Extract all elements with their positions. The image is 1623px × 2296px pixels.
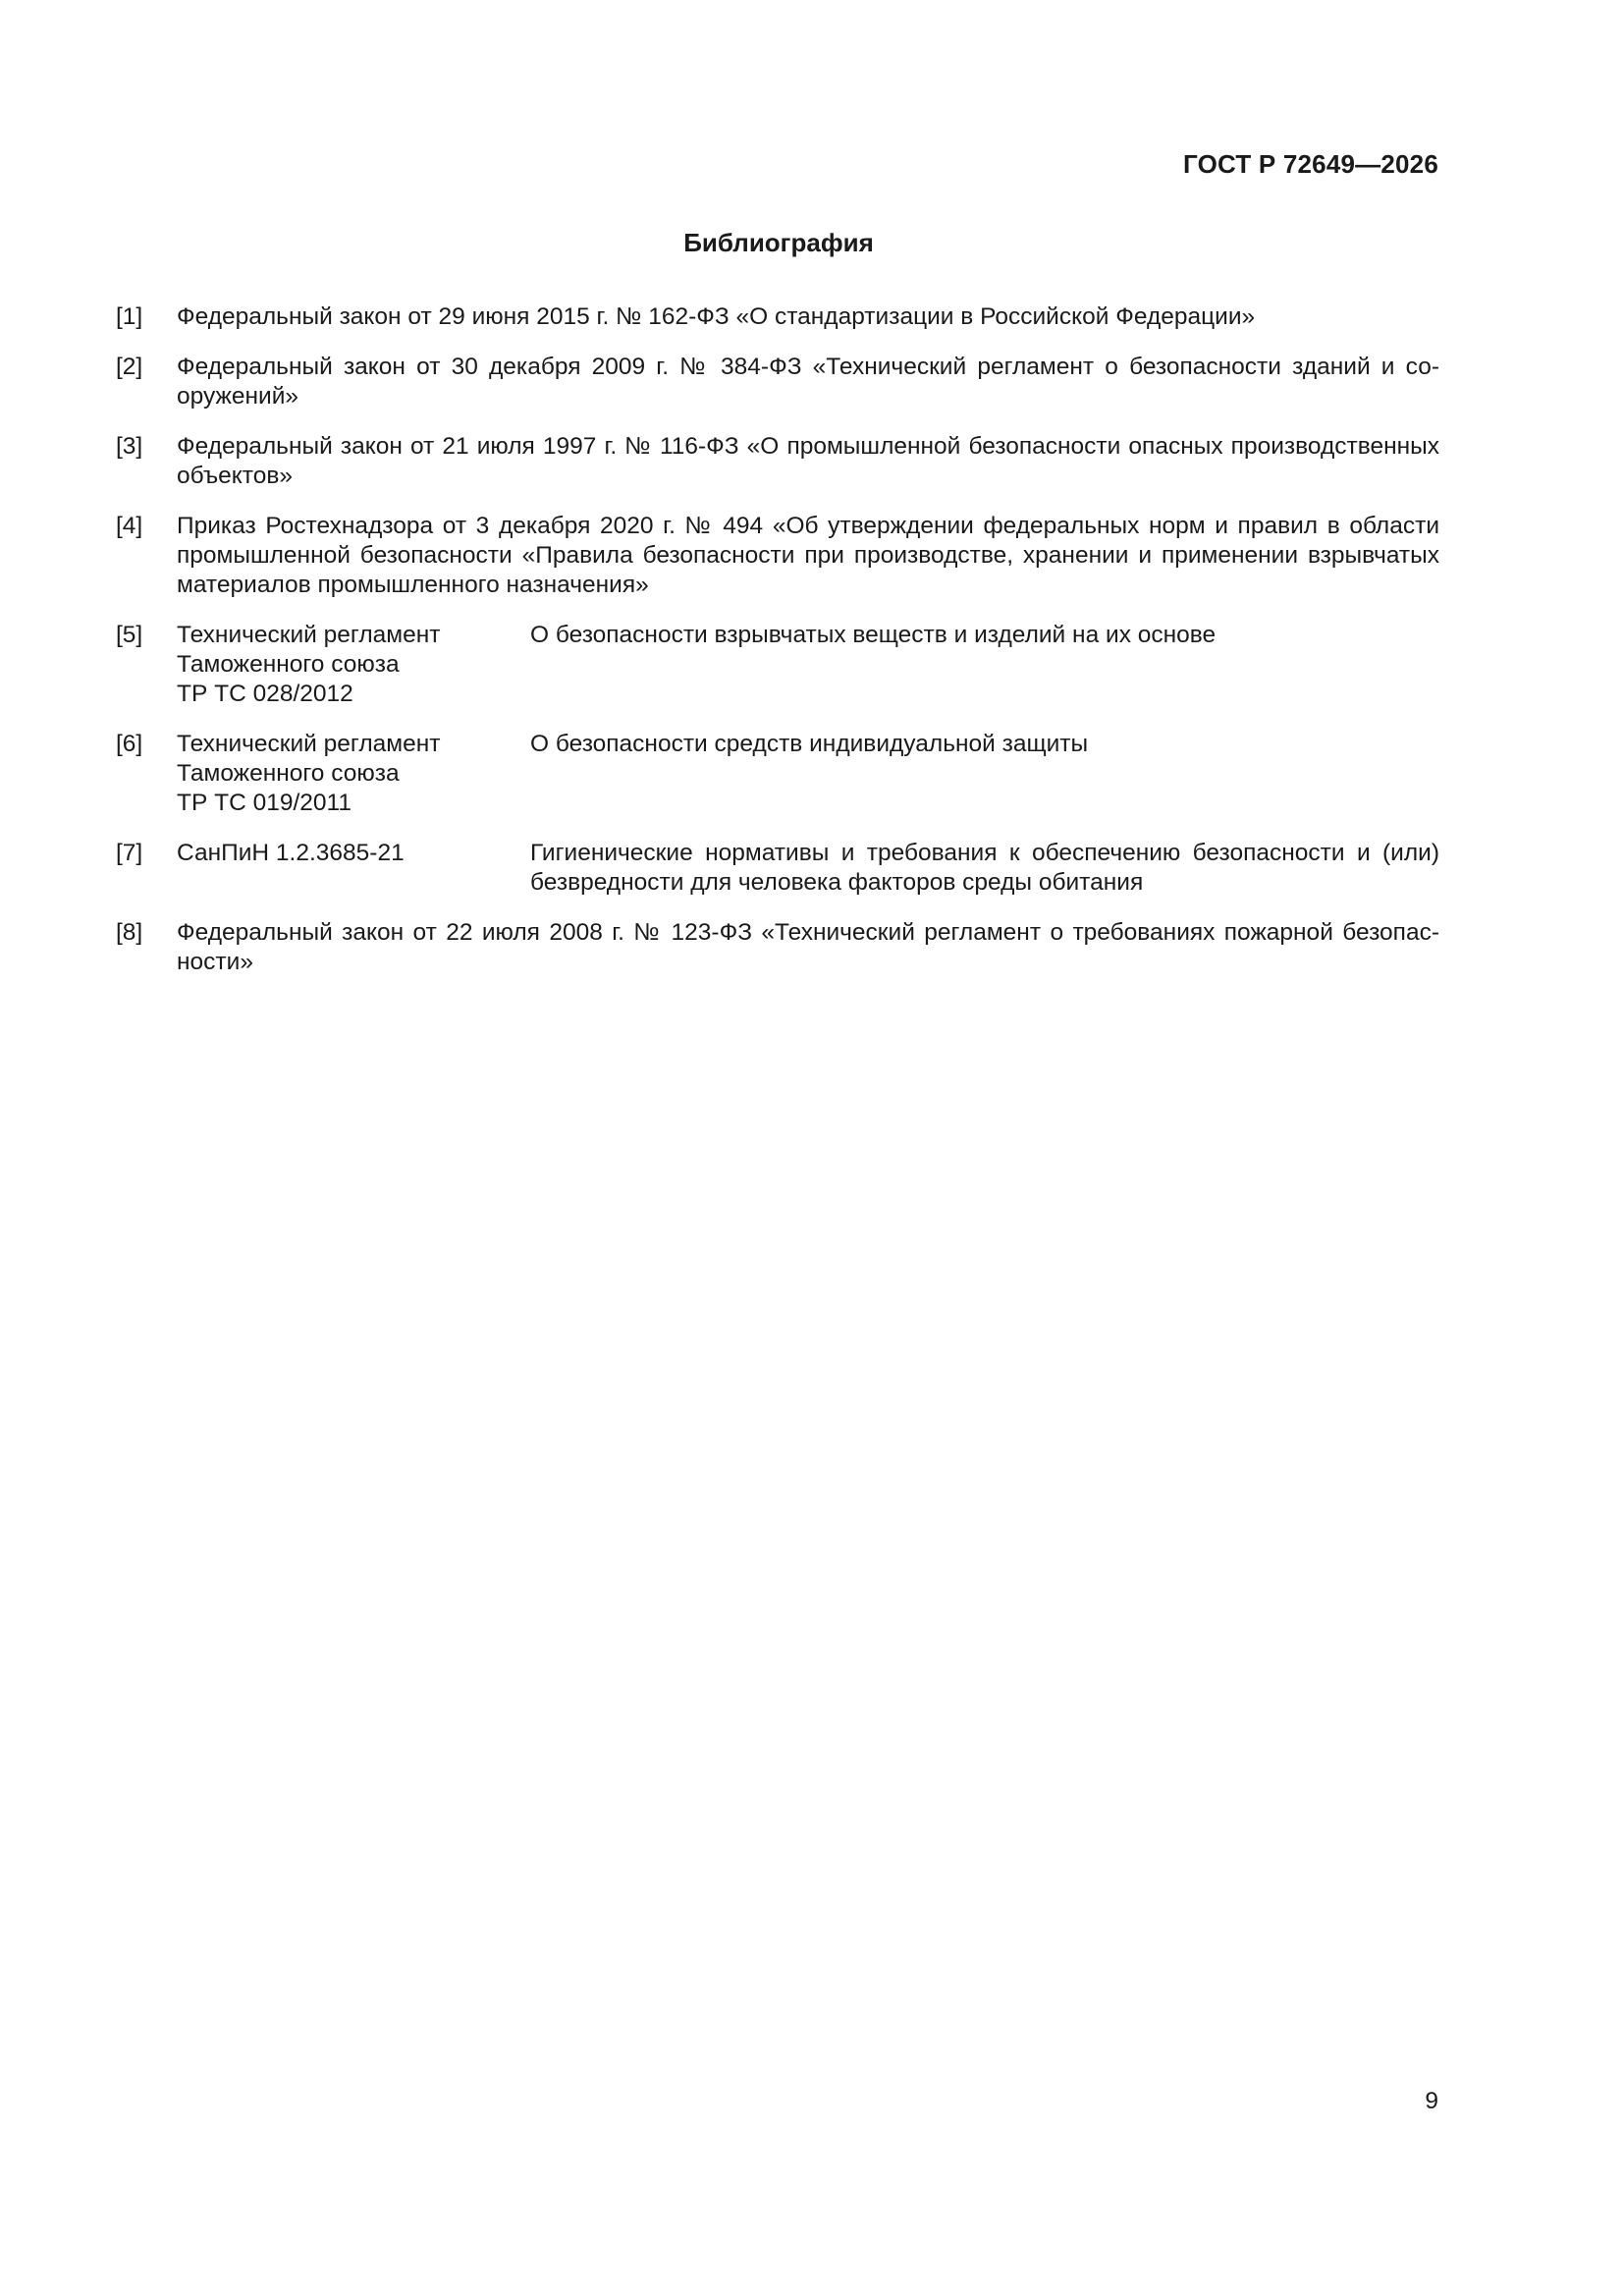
entry-number: [2] [116, 354, 143, 380]
bibliography-entry-6 [116, 730, 1439, 818]
bibliography-list [116, 302, 1439, 998]
entry-name-line: Технический регламент [177, 622, 441, 648]
entry-number: [4] [116, 513, 143, 539]
entry-description: О безопасности взрывчатых веществ и изделий на их основе [530, 622, 1217, 648]
entry-number: [7] [116, 840, 143, 866]
entry-text: Федеральный закон от 29 июня 2015 г. № 162-ФЗ «О стандартизации в Российской Федерации» [177, 303, 1256, 330]
entry-description: Гигиенические нормативы и требования к обеспечению безопасности и (или) безвредности для человека факторов среды обитания [530, 840, 1439, 896]
page-title: Библиография [683, 228, 874, 257]
entry-description: О безопасности средств индивидуальной защиты [530, 731, 1089, 757]
entry-document-name [177, 839, 530, 898]
entry-text: Федеральный закон от 21 июля 1997 г. № 116-ФЗ «О промышленной безопасности опасных производственных объектов» [177, 433, 1439, 489]
entry-number: [6] [116, 731, 143, 757]
entry-name-line: ТР ТС 019/2011 [177, 790, 352, 816]
document-code: ГОСТ Р 72649—2026 [1183, 149, 1438, 179]
entry-name-line: ТР ТС 028/2012 [177, 681, 353, 707]
entry-document-name [177, 621, 530, 709]
entry-name-line: Технический регламент [177, 731, 441, 757]
bibliography-entry-4 [116, 512, 1439, 600]
entry-number: [8] [116, 919, 143, 946]
entry-text: Федеральный закон от 30 декабря 2009 г. № 384-ФЗ «Технический регламент о безопасности зданий и сооружений» [177, 354, 1439, 410]
bibliography-entry-8 [116, 918, 1439, 977]
entry-text: Приказ Ростехнадзора от 3 декабря 2020 г. № 494 «Об утверждении федеральных норм и правил в области промышленной безопасности «Правила безопасности при производстве, хранении и применении взрывчатых материалов промышленного назначения» [177, 513, 1439, 598]
entry-name-line: Таможенного союза [177, 760, 400, 787]
entry-document-name [177, 730, 530, 818]
bibliography-entry-5 [116, 621, 1439, 709]
bibliography-entry-1 [116, 302, 1439, 332]
entry-number: [5] [116, 622, 143, 648]
entry-name-line: СанПиН 1.2.3685-21 [177, 840, 405, 866]
page-number: 9 [1425, 2088, 1438, 2114]
bibliography-entry-3 [116, 432, 1439, 491]
entry-name-line: Таможенного союза [177, 651, 400, 678]
entry-number: [1] [116, 303, 143, 330]
bibliography-entry-7 [116, 839, 1439, 898]
entry-text: Федеральный закон от 22 июля 2008 г. № 123-ФЗ «Технический регламент о требованиях пожарной безопасности» [177, 919, 1439, 975]
bibliography-entry-2 [116, 353, 1439, 411]
entry-number: [3] [116, 433, 143, 460]
